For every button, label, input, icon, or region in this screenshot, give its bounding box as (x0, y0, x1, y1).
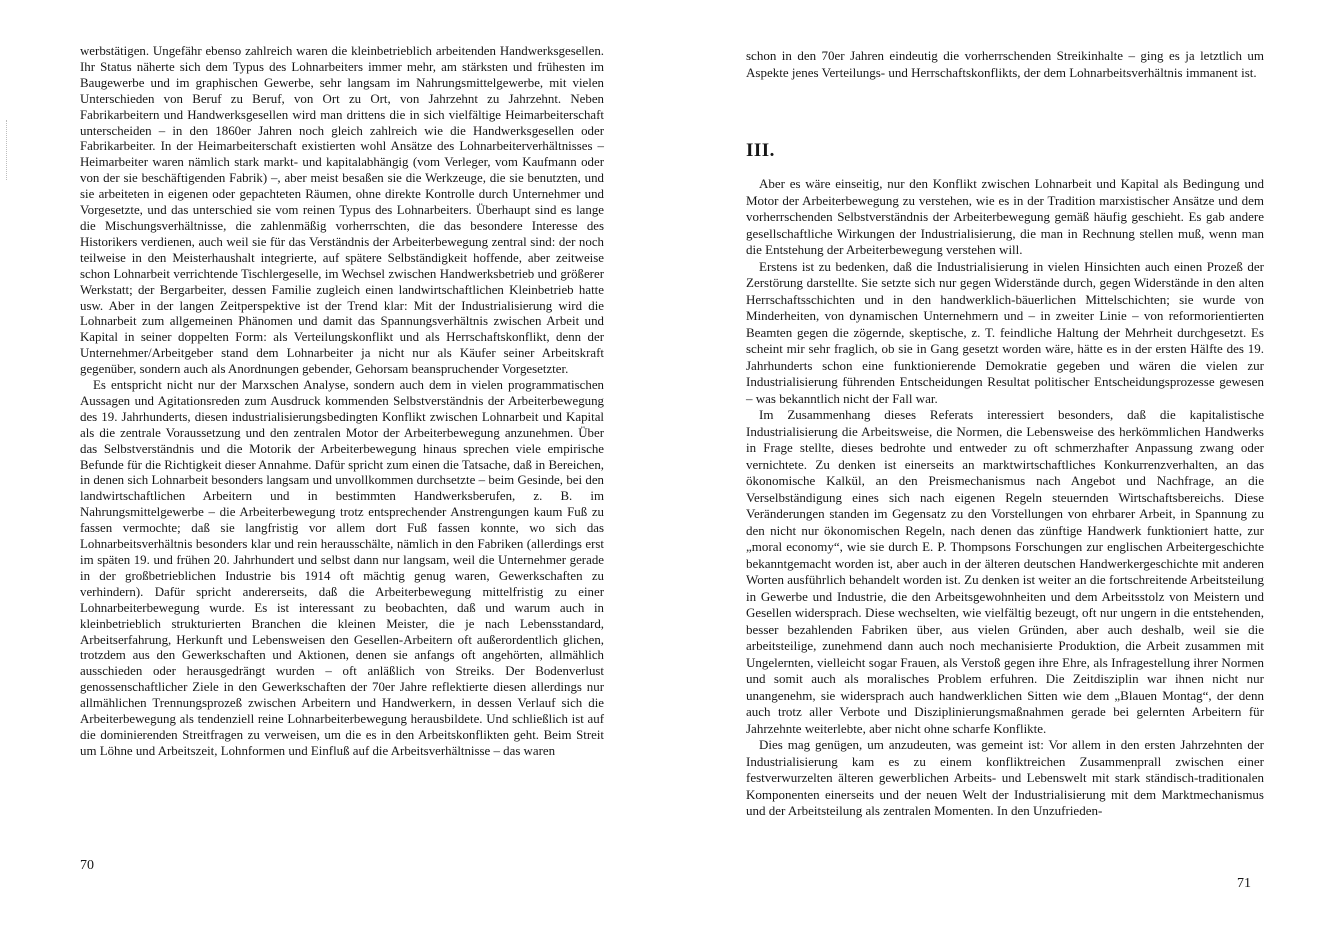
right-page (662, 0, 1325, 930)
right-paragraph-4: Dies mag genügen, um anzudeuten, was gemeint ist: Vor allem in den ersten Jahrzehnten der Industrialisierung kam es zu einem konfliktreichen Zusammenprall zwischen einer festverwurzelten älteren gewerblichen Arbeits- und Lebenswelt mit stark ständisch-traditionalen Komponenten einerseits und der neuen Welt der Industrialisierung mit dem Marktmechanismus und der Arbeitsteilung als zentralen Momenten. In den Unzufrieden- (746, 737, 1264, 818)
left-page-text-column (80, 44, 604, 760)
right-paragraph-3: Im Zusammenhang dieses Referats interessiert besonders, daß die kapitalistische Industrialisierung die Arbeitsweise, die Normen, die Lebensweise des herkömmlichen Handwerks in Frage stellte, dieses bedrohte und entweder zu oft schmerzhafter Anpassung zwang oder vernichtete. Zu denken ist einerseits an marktwirtschaftliches Konkurrenzverhalten, an das ökonomische Kalkül, an den Preismechanismus nach Angebot und Nachfrage, an die Verselbständigung eines sich nach eigenen Regeln steuernden Wirtschaftsbereichs. Diese Veränderungen standen im Gegensatz zu den Vorstellungen von ehrbarer Arbeit, in Spannung zu den nicht nur ökonomischen Regeln, nach denen das zünftige Handwerk funktioniert hatte, zur „moral economy“, wie sie durch E. P. Thompsons Forschungen zur englischen Arbeitergeschichte bekanntgemacht worden ist, aber auch in der älteren deutschen Handwerkergeschichte mit anderen Worten ausführlich behandelt worden ist. Zu denken ist weiter an die fortschreitende Arbeitsteilung in Gewerbe und Industrie, die den Arbeitsgewohnheiten und dem Arbeitsstolz von Meistern und Gesellen widersprach. Diese wechselten, wie vielfältig bezeugt, oft nur ungern in die entstehenden, besser bezahlenden Fabriken über, aus vielen Gründen, aber auch deshalb, weil sie die arbeitsteilige, zunehmend dann auch noch mechanisierte Produktion, die Arbeit zusammen mit Ungelernten, vielleicht sogar Frauen, als Verstoß gegen ihre Ehre, als Infragestellung ihrer Normen und somit auch als moralisches Problem erfuhren. Die Zeitdisziplin war ihnen nicht nur unangenehm, sie widersprach auch handwerklichen Sitten wie dem „Blauen Montag“, der denn auch trotz aller Verbote und Disziplinierungsmaßnahmen gerade bei gelernten Arbeitern für Jahrzehnte weiterlebte, aber nicht ohne scharfe Konflikte. (746, 407, 1264, 736)
left-page (0, 0, 662, 930)
left-paragraph-1: werbstätigen. Ungefähr ebenso zahlreich waren die kleinbetrieblich arbeitenden Handwerksgesellen. Ihr Status näherte sich dem Typus des Lohnarbeiters immer mehr, am stärksten und frühesten im Baugewerbe und im graphischen Gewerbe, sehr langsam im Nahrungsmittelgewerbe, mit vielen Unterschieden von Beruf zu Beruf, von Ort zu Ort, von Jahrzehnt zu Jahrzehnt. Neben Fabrikarbeitern und Handwerksgesellen wird man drittens die in sich vielfältige Heimarbeiterschaft unterscheiden – in den 1860er Jahren noch gleich zahlreich wie die Handwerksgesellen oder Fabrikarbeiter. In der Heimarbeiterschaft existierten wohl Ansätze des Lohnarbeiterverhältnisses – Heimarbeiter waren nämlich stark markt- und kapitalabhängig (vom Verleger, vom Kaufmann oder von der sie beschäftigenden Fabrik) –, aber meist besaßen sie die Werkzeuge, die sie benutzten, und sie arbeiteten in eigenen oder gepachteten Räumen, ohne direkte Kontrolle durch Unternehmer und Vorgesetzte, und das unterschied sie vom reinen Typus des Lohnarbeiters. Überhaupt sind es lange die Mischungsverhältnisse, die zahlenmäßig vorherrschten, die das besondere Interesse des Historikers verdienen, auch weil sie für das Verständnis der Arbeiterbewegung zentral sind: der noch teilweise in den Meisterhaushalt integrierte, auf spätere Selbständigkeit hoffende, aber zeitweise schon Lohnarbeit verrichtende Tischlergeselle, im Wechsel zwischen Handwerksbetrieb und größerer Werkstatt; der Bergarbeiter, dessen Familie zugleich einen landwirtschaftlichen Kleinbetrieb hatte usw. Aber in der langen Zeitperspektive ist der Trend klar: Mit der Industrialisierung wird die Lohnarbeit zum allgemeinen Phänomen und damit das Spannungsverhältnis zwischen Arbeit und Kapital in seiner doppelten Form: als Verteilungskonflikt und als Herrschaftskonflikt, denn der Unternehmer/Arbeitgeber stand dem Lohnarbeiter ja nicht nur als Käufer seiner Arbeitskraft gegenüber, sondern auch als Anordnungen gebender, Gehorsam beanspruchender Vorgesetzter. (80, 44, 604, 377)
right-page-continuation (746, 48, 1264, 81)
right-continuation-paragraph: schon in den 70er Jahren eindeutig die vorherrschenden Streikinhalte – ging es ja letztlich um Aspekte jenes Verteilungs- und Herrschaftskonflikts, der dem Lohnarbeitsverhältnis immanent ist. (746, 48, 1264, 80)
page-number-left: 70 (80, 858, 94, 873)
section-heading: III. (746, 140, 775, 161)
right-paragraph-1: Aber es wäre einseitig, nur den Konflikt zwischen Lohnarbeit und Kapital als Bedingung und Motor der Arbeiterbewegung zu verstehen, wie es in der Tradition marxistischer Ansätze und dem vorherrschenden Selbstverständnis der Arbeiterbewegung gemäß häufig geschieht. Es gab andere gesellschaftliche Wirkungen der Industrialisierung, die man in Rechnung stellen muß, wenn man die Entstehung der Arbeiterbewegung verstehen will. (746, 176, 1264, 257)
page-number-right: 71 (1237, 876, 1251, 891)
right-page-text-column (746, 176, 1264, 820)
right-paragraph-2: Erstens ist zu bedenken, daß die Industrialisierung in vielen Hinsichten auch einen Prozeß der Zerstörung darstellte. Sie setzte sich nur gegen Widerstände durch, gegen Widerstände in den alten Herrschaftsschichten und in den handwerklich-bäuerlichen Mittelschichten; sie wurde von Minderheiten, von dynamischen Unternehmern und – in zweiter Linie – von reformorientierten Beamten gegen die zögernde, skeptische, z. T. feindliche Haltung der Mehrheit durchgesetzt. Es scheint mir sehr fraglich, ob sie in Gang gesetzt worden wäre, hätte es in der ersten Hälfte des 19. Jahrhunderts schon eine funktionierende Demokratie gegeben und wären die vielen zur Industrialisierung führenden Entscheidungen Resultat politischer Entscheidungsprozesse gewesen – was bekanntlich nicht der Fall war. (746, 258, 1264, 406)
left-paragraph-2: Es entspricht nicht nur der Marxschen Analyse, sondern auch dem in vielen programmatischen Aussagen und Agitationsreden zum Ausdruck kommenden Selbstverständnis der Arbeiterbewegung des 19. Jahrhunderts, diesen industrialisierungsbedingten Konflikt zwischen Lohnarbeit und Kapital als die zentrale Voraussetzung und den zentralen Motor der Arbeiterbewegung anzunehmen. Über das Selbstverständnis und die Motorik der Arbeiterbewegung hinaus sprechen viele empirische Befunde für die Richtigkeit dieser Annahme. Dafür spricht zum einen die Tatsache, daß in Bereichen, in denen sich Lohnarbeit besonders langsam und unvollkommen durchsetzte – beim Gesinde, bei den landwirtschaftlichen Arbeitern und in bestimmten Handwerksberufen, z. B. im Nahrungsmittelgewerbe – die Arbeiterbewegung trotz entsprechender Anstrengungen kaum Fuß zu fassen vermochte; daß sie langfristig vor allem dort Fuß fassen konnte, wo sich das Lohnarbeitsverhältnis besonders klar und rein herausschälte, nämlich in den Fabriken (allerdings erst im späten 19. und frühen 20. Jahrhundert und selbst dann nur langsam, weil die Unternehmer gerade in der großbetrieblichen Industrie bis 1914 oft mächtig genug waren, Gewerkschaften zu verhindern). Dafür spricht andererseits, daß die Arbeiterbewegung mittelfristig zu einer Lohnarbeiterbewegung wurde. Es ist interessant zu beobachten, daß und warum auch in kleinbetrieblich strukturierten Branchen die kleinen Meister, die je nach Lebensstandard, Arbeitserfahrung, Herkunft und Lebensweisen den Gesellen-Arbeitern oft außerordentlich glichen, trotzdem aus den Gewerkschaften und Aktionen, denen sie anfangs oft angehörten, allmählich ausschieden oder herausgedrängt wurden – oft anläßlich von Streiks. Der Bodenverlust genossenschaftlicher Ziele in den Gewerkschaften der 70er Jahre reflektierte diesen allerdings nur allmählichen Trennungsprozeß zwischen Arbeitern und Handwerkern, in dessen Verlauf sich die Arbeiterbewegung als tendenziell reine Lohnarbeiterbewegung herausbildete. Und schließlich ist auf die dominierenden Streitfragen zu verweisen, um die es in den Arbeitskonflikten geht. Beim Streit um Löhne und Arbeitszeit, Lohnformen und Einfluß auf die Arbeitsverhältnisse – das waren (80, 378, 604, 758)
scan-margin-marks (6, 120, 9, 180)
